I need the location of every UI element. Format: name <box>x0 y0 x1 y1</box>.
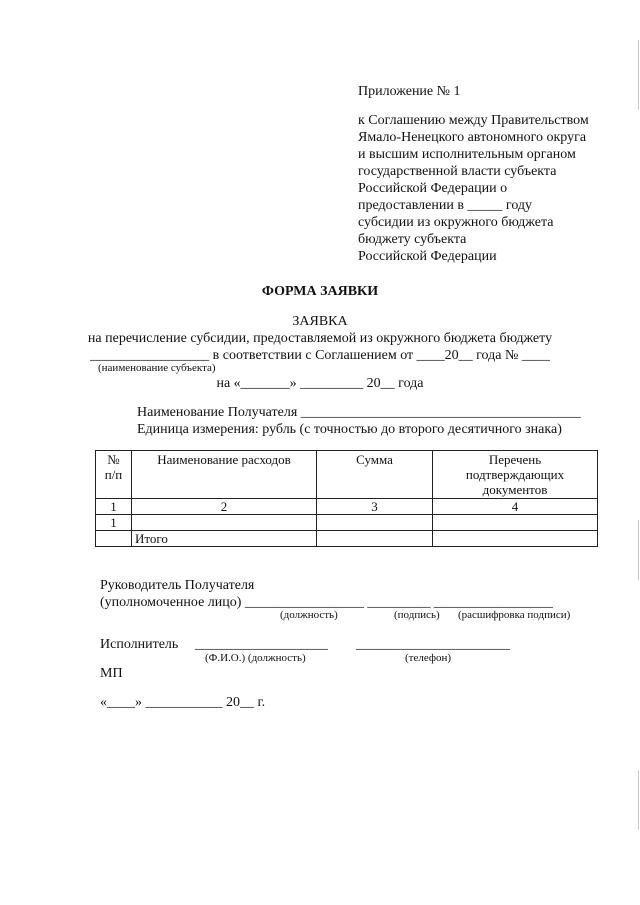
table-total-row <box>96 531 598 547</box>
table-cell <box>132 515 317 531</box>
header-amount: Сумма <box>317 451 433 499</box>
expenses-table <box>95 450 598 547</box>
authorized-line: (уполномоченное лицо) _________________ _________ _________________ <box>100 595 553 610</box>
table-cell: 1 <box>96 515 132 531</box>
subject-hint: (наименование субъекта) <box>98 362 216 374</box>
table-header-row <box>96 451 598 499</box>
table-cell <box>433 531 598 547</box>
request-heading: ЗАЯВКА <box>292 314 348 329</box>
header-expense-name: Наименование расходов <box>132 451 317 499</box>
fio-hint: (Ф.И.О.) (должность) <box>205 652 306 664</box>
position-hint: (должность) <box>280 609 338 621</box>
phone-hint: (телефон) <box>405 652 452 664</box>
scan-edge-mark <box>638 520 639 580</box>
recipient-name-line: Наименование Получателя ________________________________________ <box>137 405 581 420</box>
stamp-label: МП <box>100 666 123 681</box>
table-cell <box>317 515 433 531</box>
header-documents: Перечень подтверждающих документов <box>433 451 598 499</box>
table-cell <box>317 531 433 547</box>
table-cell: 1 <box>96 499 132 515</box>
table-cell: 4 <box>433 499 598 515</box>
total-label: Итого <box>132 531 317 547</box>
head-label: Руководитель Получателя <box>100 578 255 593</box>
request-line-2: _________________ в соответствии с Соглашением от ____20__ года № ____ <box>90 348 550 363</box>
header-number: № п/п <box>96 451 132 499</box>
unit-line: Единица измерения: рубль (с точностью до второго десятичного знака) <box>137 422 562 437</box>
table-cell <box>433 515 598 531</box>
table-row <box>96 515 598 531</box>
request-line-1: на перечисление субсидии, предоставляемой из окружного бюджета бюджету <box>87 331 553 346</box>
request-date-line: на «_______» _________ 20__ года <box>216 376 424 391</box>
executor-label: Исполнитель <box>100 637 179 652</box>
executor-phone-line: ______________________ <box>356 637 510 652</box>
decoding-hint: (расшифровка подписи) <box>458 609 571 621</box>
signature-hint: (подпись) <box>394 609 440 621</box>
signature-date-line: «____» ___________ 20__ г. <box>100 695 266 710</box>
table-cell: 2 <box>132 499 317 515</box>
scan-edge-mark <box>638 770 639 830</box>
table-numbering-row <box>96 499 598 515</box>
table-cell: 3 <box>317 499 433 515</box>
table-cell <box>96 531 132 547</box>
annex-title: Приложение № 1 <box>358 84 461 99</box>
form-title: ФОРМА ЗАЯВКИ <box>261 284 379 299</box>
scan-edge-mark <box>638 40 639 110</box>
executor-fio-line: ___________________ <box>195 637 328 652</box>
annex-body: к Соглашению между Правительством Ямало-Ненецкого автономного округа и высшим исполнительным органом государственной власти субъекта Российской Федерации о предоставлении в _____ году субсидии из окружного бюджета бюджету субъекта Российской Федерации <box>358 113 589 264</box>
